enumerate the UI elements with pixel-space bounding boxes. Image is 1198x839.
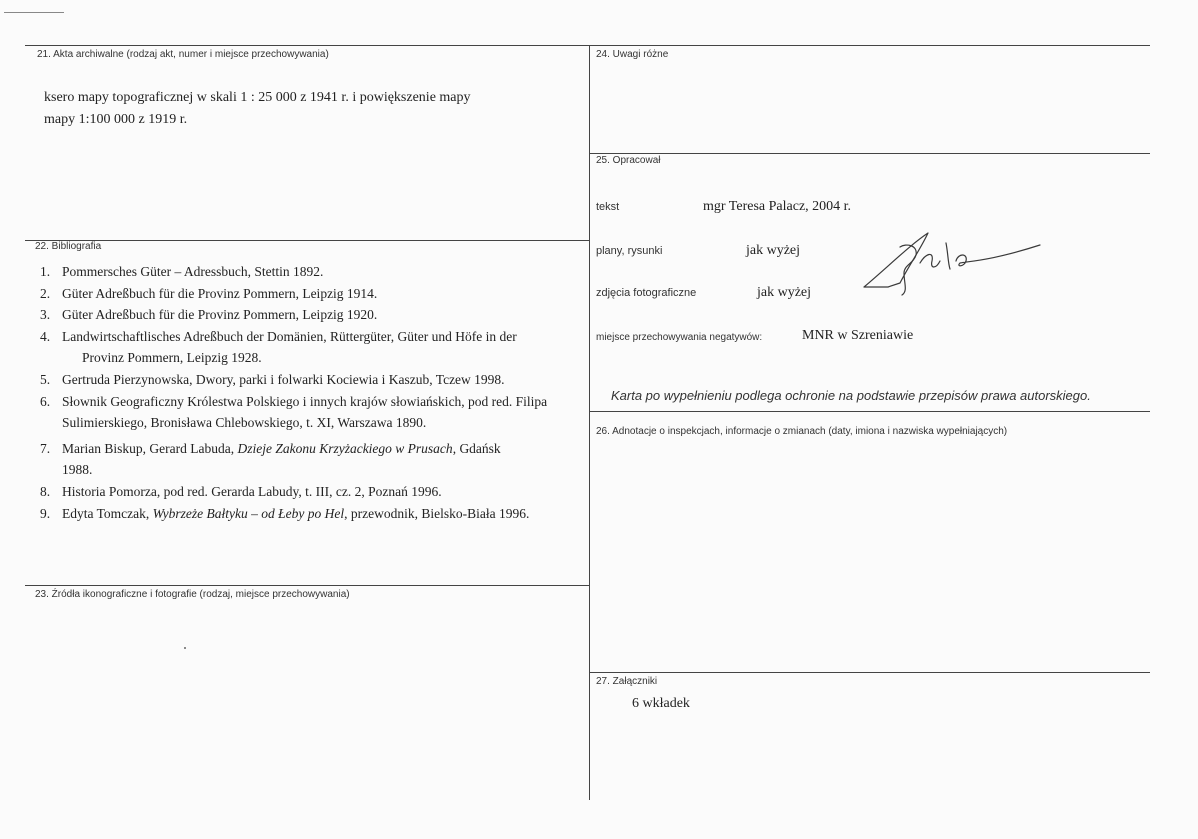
stray-dot <box>184 647 186 649</box>
copyright-notice: Karta po wypełnieniu podlega ochronie na podstawie przepisów prawa autorskiego. <box>611 388 1091 403</box>
zdjecia-value: jak wyżej <box>757 285 812 300</box>
section-25-label: 25. Opracował <box>596 155 661 166</box>
plany-value: jak wyżej <box>746 243 801 258</box>
rule-top <box>25 45 1150 46</box>
edge-mark <box>4 12 64 13</box>
list-item: 8. Historia Pomorza, pod red. Gerarda Labudy, t. III, cz. 2, Poznań 1996. <box>40 483 442 499</box>
section-23-label: 23. Źródła ikonograficzne i fotografie (rodzaj, miejsce przechowywania) <box>35 589 350 600</box>
section-21-line-1: ksero mapy topograficznej w skali 1 : 25 000 z 1941 r. i powiększenie mapy <box>44 90 471 105</box>
rule-25-26 <box>589 411 1150 412</box>
list-item: 2. Güter Adreßbuch für die Provinz Pommern, Leipzig 1914. <box>40 285 378 301</box>
section-22-label: 22. Bibliografia <box>35 241 102 252</box>
rule-21-22 <box>25 240 589 241</box>
signature <box>860 225 1050 300</box>
list-item: 5. Gertruda Pierzynowska, Dwory, parki i folwarki Kociewia i Kaszub, Tczew 1998. <box>40 371 505 387</box>
section-26-label: 26. Adnotacje o inspekcjach, informacje o zmianach (daty, imiona i nazwiska wypełniających) <box>596 426 1008 437</box>
list-item: 7. Marian Biskup, Gerard Labuda, Dzieje Zakonu Krzyżackiego w Prusach, Gdańsk 1988. <box>40 440 501 478</box>
plany-label: plany, rysunki <box>596 245 663 257</box>
list-item: 4. Landwirtschaftlisches Adreßbuch der Domänien, Rüttergüter, Güter und Höfe in der Provinz Pommern, Leipzig 1928. <box>40 328 517 366</box>
section-24-label: 24. Uwagi różne <box>596 49 669 60</box>
rule-center <box>589 45 590 800</box>
bibliography-list <box>26 261 576 524</box>
list-item: 6. Słownik Geograficzny Królestwa Polskiego i innych krajów słowiańskich, pod red. Filipa Sulimierskiego, Bronisława Chlebowskiego, t. XI, Warszawa 1890. <box>40 393 548 431</box>
section-21-label: 21. Akta archiwalne (rodzaj akt, numer i miejsce przechowywania) <box>37 49 329 60</box>
section-27-label: 27. Załączniki <box>596 676 658 687</box>
zdjecia-label: zdjęcia fotograficzne <box>596 287 697 299</box>
tekst-label: tekst <box>596 201 620 213</box>
list-item: 3. Güter Adreßbuch für die Provinz Pommern, Leipzig 1920. <box>40 307 378 323</box>
miejsce-label: miejsce przechowywania negatywów: <box>596 332 763 343</box>
list-item: 9. Edyta Tomczak, Wybrzeże Bałtyku – od Łeby po Hel, przewodnik, Bielsko-Biała 1996. <box>40 505 530 521</box>
list-item: 1. Pommersches Güter – Adressbuch, Stettin 1892. <box>40 264 324 279</box>
rule-22-23 <box>25 585 589 586</box>
rule-26-27 <box>589 672 1150 673</box>
miejsce-value: MNR w Szreniawie <box>802 328 914 343</box>
section-27-value: 6 wkładek <box>632 696 690 711</box>
section-21-line-2: mapy 1:100 000 z 1919 r. <box>44 112 188 127</box>
tekst-value: mgr Teresa Palacz, 2004 r. <box>703 199 852 214</box>
rule-24-25 <box>589 153 1150 154</box>
